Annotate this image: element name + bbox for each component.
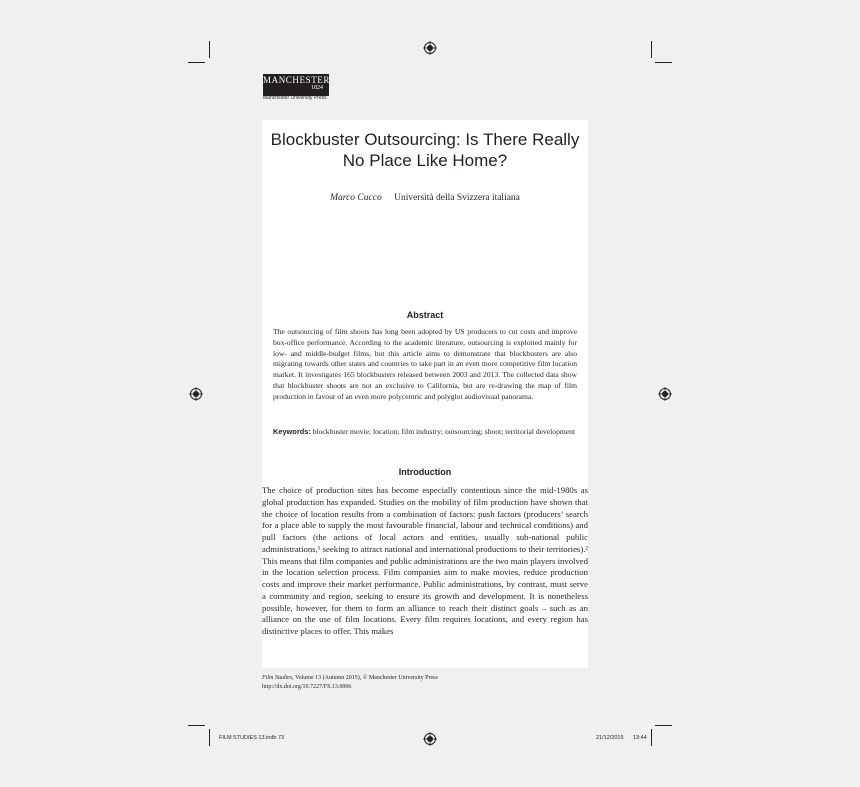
slug-file: FILM STUDIES 13.indb 73 (219, 735, 285, 741)
doi-link[interactable]: http://dx.doi.org/10.7227/FS.13.0006 (262, 683, 352, 690)
crop-mark (655, 62, 672, 63)
keywords-text: blockbuster movie; location; film industry; outsourcing; shoot; territorial development (312, 427, 576, 436)
crop-mark (188, 725, 205, 726)
author-affiliation: Università della Svizzera italiana (394, 193, 520, 203)
registration-mark-icon (189, 387, 203, 401)
crop-mark (188, 62, 205, 63)
article-title: Blockbuster Outsourcing: Is There Really No Place Like Home? (270, 130, 580, 170)
slug-time: 13:44 (633, 735, 647, 741)
introduction-heading: Introduction (398, 467, 452, 477)
author-line (262, 193, 588, 203)
crop-mark (209, 41, 210, 58)
journal-name: Film Studies (262, 675, 293, 681)
keywords-label: Keywords: (273, 427, 311, 436)
registration-mark-icon (423, 41, 437, 55)
slug-date: 21/12/2015 (596, 735, 624, 741)
abstract-heading: Abstract (406, 310, 444, 320)
crop-mark (651, 729, 652, 746)
registration-mark-icon (658, 387, 672, 401)
publisher-logo (263, 74, 329, 96)
crop-mark (651, 41, 652, 58)
publisher-caption: Manchester University Press (263, 95, 327, 101)
crop-mark (209, 729, 210, 746)
logo-line2: 1824 (311, 85, 323, 91)
logo-line1: MANCHESTER (263, 75, 331, 85)
crop-mark (655, 725, 672, 726)
author-name: Marco Cucco (330, 193, 382, 203)
abstract-text: The outsourcing of film shoots has long been adopted by US producers to cut costs and improve box-office performance. According to the academic literature, outsourcing is exploited mainly for low- and middle-budget films, but this article aims to demonstrate that blockbusters are also migrating towards other states and countries to take part in an even more competitive film location market. It investigates 165 blockbusters released between 2003 and 2013. The collected data show that blockbuster shoots are not an exclusive to California, but are re-drawing the map of film production in favour of an even more polycentric and polyglot audiovisual panorama. (273, 327, 577, 401)
journal-citation: , Volume 13 (Autumn 2015), © Manchester University Press (292, 675, 438, 681)
citation-footer (262, 674, 588, 691)
introduction-text: The choice of production sites has become especially contentious since the mid-1980s as global production has expanded. Studies on the mobility of film production have shown that the choice of location results from a combination of factors: push factors (producers’ search for a place able to supply the most favourable financial, labour and technical conditions) and pull factors (the actions of local actors and entities, usually sub-national public administrations,¹ seeking to attract national and international productions to their territories).² This means that film companies and public administrations are the two main players involved in the location selection process. Film companies aim to make movies, reduce production costs and improve their market performance. Public administrations, by contrast, must serve a community and region, seeking to ensure its growth and development. It is nonetheless possible, however, for them to form an alliance to reach their distinct goals – such as an alliance on the use of film locations. Every film requires locations, and every region has distinctive places to offer. This makes (262, 485, 588, 636)
keywords (273, 427, 577, 438)
registration-mark-icon (423, 732, 437, 746)
